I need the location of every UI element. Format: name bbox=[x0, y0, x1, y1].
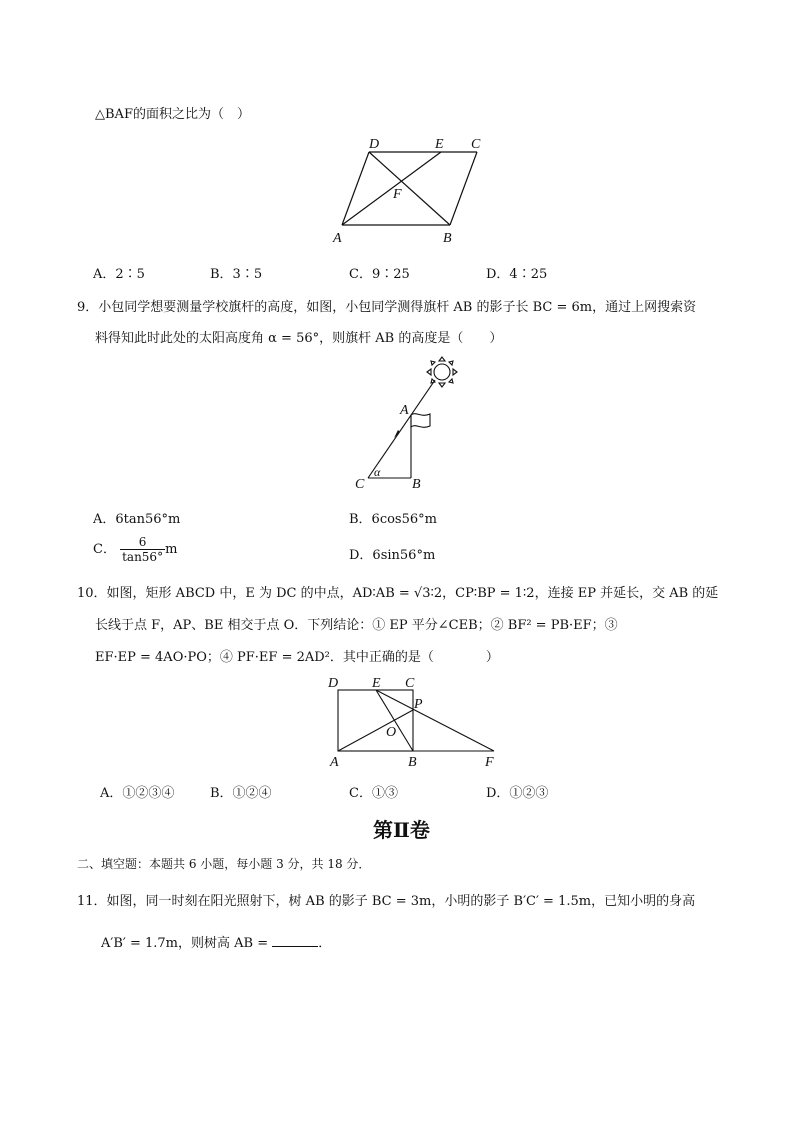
q10-label-o: O bbox=[386, 725, 397, 740]
q9-option-c-unit: m bbox=[165, 542, 178, 557]
q11-text-line2-suffix: ． bbox=[318, 936, 332, 951]
q11-text-line1: 11．如图，同一时刻在阳光照射下，树 AB 的影子 BC = 3m，小明的影子 B′C′ = 1.5m，已知小明的身高 bbox=[77, 894, 696, 909]
q10-label-c: C bbox=[405, 676, 415, 691]
q9-option-c bbox=[93, 535, 177, 564]
q10-option-d: D．①②③ bbox=[486, 786, 549, 801]
q9-option-d: D．6sin56°m bbox=[349, 548, 436, 563]
q9-option-c-fraction bbox=[120, 535, 165, 564]
q9-text-line2: 料得知此时此处的太阳高度角 α = 56°，则旗杆 AB 的高度是（ ） bbox=[95, 331, 503, 346]
q9-label-a: A bbox=[400, 403, 409, 418]
q8-label-f: F bbox=[393, 187, 402, 202]
q8-parallelogram-figure bbox=[325, 130, 510, 245]
q8-label-c: C bbox=[471, 137, 481, 152]
q10-text-line2: 长线于点 F，AP、BE 相交于点 O．下列结论：① EP 平分∠CEB；② BF² = PB·EF；③ bbox=[95, 618, 618, 633]
q8-option-a: A．2∶5 bbox=[93, 267, 145, 282]
q10-text-line1: 10．如图，矩形 ABCD 中，E 为 DC 的中点，AD∶AB = √3∶2，CP∶BP = 1∶2，连接 EP 并延长，交 AB 的延 bbox=[77, 586, 719, 601]
q9-text-line1: 9．小包同学想要测量学校旗杆的高度，如图，小包同学测得旗杆 AB 的影子长 BC = 6m，通过上网搜索资 bbox=[77, 300, 697, 315]
q9-option-a: A．6tan56°m bbox=[93, 512, 181, 527]
q10-option-c: C．①③ bbox=[349, 786, 398, 801]
q9-label-c: C bbox=[355, 477, 365, 492]
section-intro: 二、填空题：本题共 6 小题，每小题 3 分，共 18 分． bbox=[77, 857, 371, 871]
q11-answer-blank bbox=[272, 934, 318, 947]
q8-label-d: D bbox=[369, 137, 380, 152]
q9-flagpole-figure bbox=[350, 352, 470, 492]
q10-label-f: F bbox=[485, 755, 494, 770]
q10-label-e: E bbox=[372, 676, 381, 691]
q8-label-a: A bbox=[333, 231, 342, 245]
q8-text-tail: △BAF的面积之比为（ ） bbox=[95, 107, 250, 122]
q9-option-c-denominator: tan56° bbox=[122, 550, 164, 564]
q9-option-c-prefix: C． bbox=[93, 542, 116, 557]
q10-text-line3: EF·EP = 4AO·PO；④ PF·EF = 2AD²．其中正确的是（ ） bbox=[95, 650, 499, 665]
q9-option-c-numerator: 6 bbox=[120, 535, 165, 550]
q8-option-d: D．4∶25 bbox=[486, 267, 548, 282]
sun-icon bbox=[434, 364, 450, 380]
q10-option-b: B．①②④ bbox=[210, 786, 272, 801]
q10-option-a: A．①②③④ bbox=[100, 786, 175, 801]
q9-option-b: B．6cos56°m bbox=[349, 512, 437, 527]
q10-label-a: A bbox=[330, 755, 339, 770]
q10-label-b: B bbox=[408, 755, 417, 770]
q11-text-line2 bbox=[101, 932, 331, 951]
q10-label-d: D bbox=[328, 676, 339, 691]
q8-option-c: C．9∶25 bbox=[349, 267, 410, 282]
q9-label-b: B bbox=[412, 477, 421, 492]
q8-label-b: B bbox=[443, 231, 452, 245]
section-title: 第Ⅱ卷 bbox=[373, 818, 430, 842]
q10-label-p: P bbox=[414, 697, 423, 712]
q8-label-e: E bbox=[435, 137, 444, 152]
q10-rectangle-figure bbox=[322, 672, 502, 772]
q9-label-alpha: α bbox=[374, 465, 381, 479]
q11-text-line2-prefix: A′B′ = 1.7m，则树高 AB = bbox=[101, 936, 269, 951]
q8-option-b: B．3∶5 bbox=[210, 267, 263, 282]
